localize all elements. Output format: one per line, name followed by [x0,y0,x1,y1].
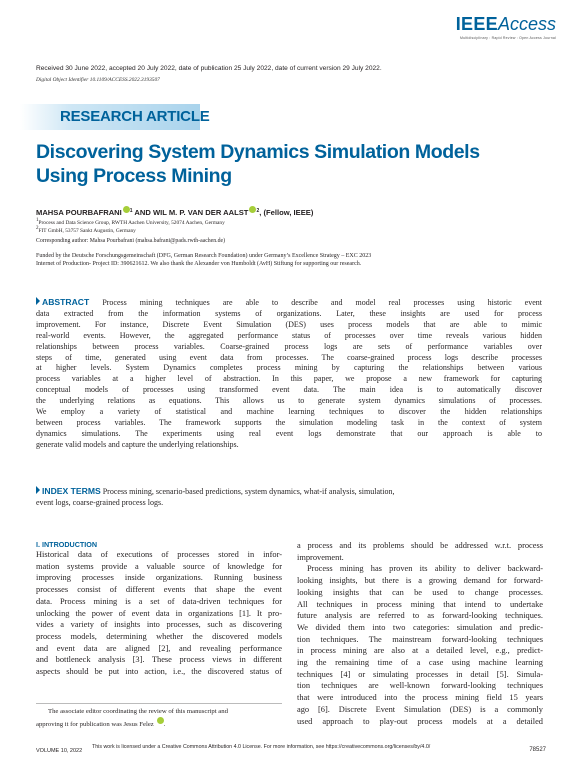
author-list: MAHSA POURBAFRANI $^1$ AND WIL M. P. VAN DER AALST $^2$, (Fellow, IEEE) [36,208,314,217]
editor-footnote: The associate editor coordinating the review of this manuscript and approving it for publication was Jesus Felez . [36,708,228,728]
funding-statement: Funded by the Deutsche Forschungsgemeinschaft (DFG, German Research Foundation) under Germany’s Excellence Strategy – EXC 2023 Internet of Production- Project ID: 390621612. We also thank the Alexander von Humboldt (AvH) Stiftung for supporting our research. [36,253,372,267]
article-type: RESEARCH ARTICLE [60,108,210,125]
logo-access-text: Access [497,14,556,34]
ieee-access-logo [456,14,556,36]
received-dates: Received 30 June 2022, accepted 20 July 2022, date of publication 25 July 2022, date of current version 29 July 2022. [36,65,382,72]
index-terms: INDEX TERMS Process mining, scenario-based predictions, system dynamics, what-if analysis, simulation, event logs, coarse-grained process logs. [36,486,395,507]
orcid-icon[interactable] [123,206,130,213]
abstract-label: ABSTRACT [42,297,90,307]
logo-ieee-text: IEEE [455,14,498,34]
right-column [297,540,543,727]
author-suffix: , (Fellow, IEEE) [259,208,314,217]
affiliation: 2FIT GmbH, 53757 Sankt Augustin, Germany [36,226,136,234]
abstract: ABSTRACT Process mining techniques are able to describe and model real processes using historic event data extracted from the information systems of organizations. Later, these insights are used for process improvement. For instance, Discrete Event Simulation (DES) uses process models that are able to mimic real-world events. However, the aggregated performance status of processes over time reveals various hidden relationships between process variables. Coarse-grained process logs are sets of performance variables over steps of time, generated using event data from processes. The coarse-grained process logs describe processes at higher levels. System Dynamics completes process mining by capturing the relationships between various process variables at a higher level of abstraction. In this paper, we propose a new framework for capturing conceptual models of processes using transformed event data. The main idea is to automatically discover the underlying relations as equations. This allows us to generate system dynamics simulations of processes. We employ a variety of statistical and machine learning techniques to discover the hidden relationships between process variables. The framework supports the simulation modeling task in the context of system dynamics simulations. The experiments using real event logs demonstrate that our approach is able to generate valid models and capture the underlying relationships. [36,297,542,449]
logo-tagline: Multidisciplinary : Rapid Review : Open Access Journal [459,36,556,40]
doi: Digital Object Identifier 10.1109/ACCESS.2022.3193507 [36,77,160,83]
left-column [36,540,282,678]
section-heading: I. INTRODUCTION [36,540,98,549]
license-notice[interactable]: This work is licensed under a Creative Commons Attribution 4.0 License. For more information, see https://creativecommons.org/licenses/by/4.0/ [92,744,431,750]
section-marker-icon [36,486,40,494]
intro-paragraph: Historical data of executions of processes stored in infor- mation systems provide a valuable source of knowledge for improving processes inside organizations. Running business processes consist of different events that shape the event data. Process mining is a set of data-driven techniques for unlocking the power of event data in organizations [1]. It pro- vides a variety of insights into processes, such as discovering process models, determining whether the discovered models and event data are aligned [2], and revealing performance and bottleneck analysis [3]. These process views in different aspects should be put into action, i.e., the discovered status of [36,550,282,677]
intro-paragraph: a process and its problems should be addressed w.r.t. process improvement. Process mining has proven its ability to deliver backward- looking insights, but there is a growing demand for forward- looking insights that can be used to change processes. All techniques in process mining that intend to undertake future analysis are referred to as forward-looking techniques. We divided them into two categories: simulation and predic- tion techniques. The mainstream forward-looking techniques in process mining are also at a detailed level, e.g., predict- ing the remaining time of a case using machine learning techniques [4] or simulating processes in detail [5]. Simula- tion techniques are well-known forward-looking techniques that were introduced into the process mining field 15 years ago [6]. Discrete Event Simulation (DES) is a commonly used approach to play-out process models at a detailed [297,541,543,726]
title-line: Discovering System Dynamics Simulation Models [36,141,480,163]
affiliation: 1Process and Data Science Group, RWTH Aachen University, 52074 Aachen, Germany [36,218,225,226]
author-name: MAHSA POURBAFRANI [36,208,122,217]
author-name: WIL M. P. VAN DER AALST [152,208,249,217]
title-line: Using Process Mining [36,165,232,187]
page-number: 78527 [529,747,546,753]
footnote-divider [36,703,282,704]
index-terms-label: INDEX TERMS [42,486,101,496]
section-marker-icon [36,297,40,305]
volume-label: VOLUME 10, 2022 [36,748,83,754]
paper-title [36,140,536,188]
orcid-icon[interactable] [157,717,164,724]
corresponding-author: Corresponding author: Mahsa Pourbafrani (mahsa.bafrani@pads.rwth-aachen.de) [36,238,226,244]
